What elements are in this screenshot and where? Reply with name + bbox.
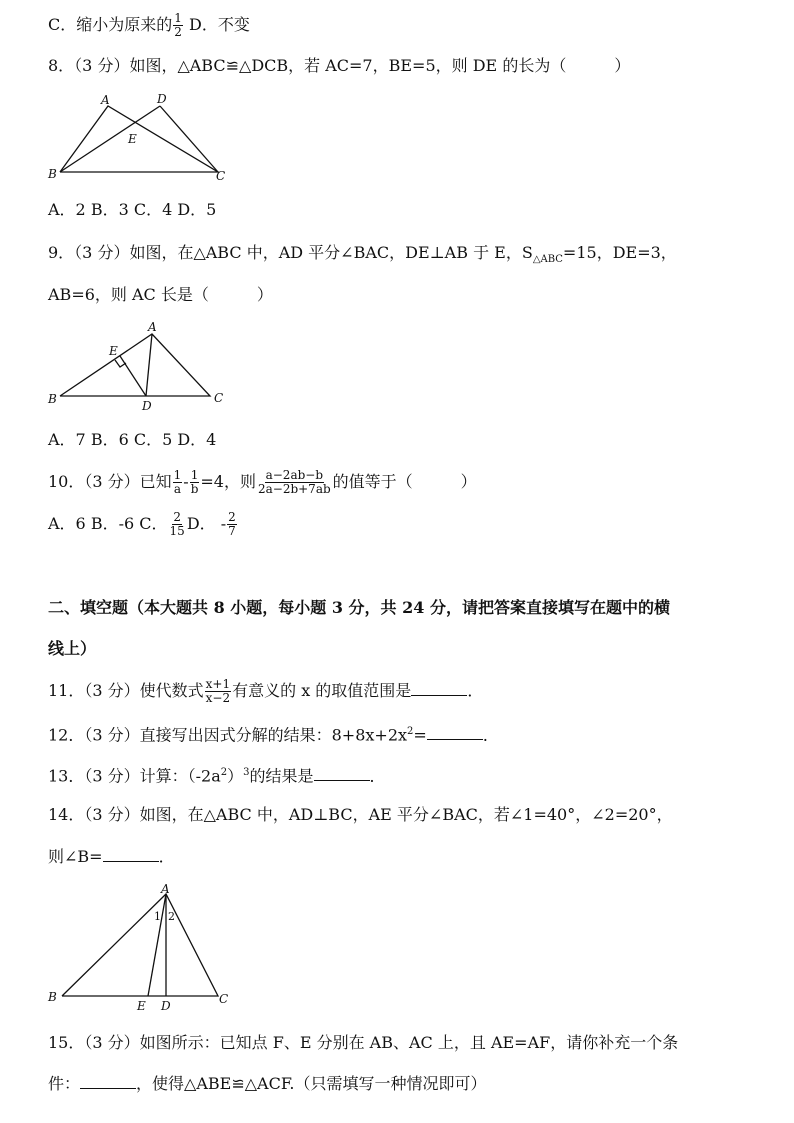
q14-label-c: C [219,992,229,1006]
q8-stem: 8．（3 分）如图，△ABC≌△DCB，若 AC=7，BE=5，则 DE 的长为（ ） [48,56,631,75]
q12-answer-blank[interactable] [427,723,483,740]
q9-label-d: D [142,399,152,413]
q15-stem-line2: 件： ，使得△ABE≌△ACF.（只需填写一种情况即可） [48,1074,487,1093]
q15-answer-blank[interactable] [80,1072,136,1089]
q10-stem: 10．（3 分）已知 $\frac{1}{a}$ - $\frac{1}{b}$ =4，则 $\frac{a-2ab-b}{2a-2b+7ab}$ 的值等于（ ） [48,468,477,496]
q14-stem-line2: 则∠B= ． [48,847,175,866]
q8-label-d: D [157,92,167,106]
q9-stem-line2: AB=6，则 AC 长是（ ） [48,285,273,304]
q9-label-e: E [109,344,118,358]
q8-label-b: B [48,167,57,181]
q7-options [48,12,754,39]
q14-triangle-abc [62,894,218,996]
q14-segment-ae [148,894,166,996]
q9-stem: 9．（3 分）如图，在△ABC 中，AD 平分∠BAC，DE⊥AB 于 E，$S_{\triangle ABC}=15$，DE=3， [48,243,677,266]
q13-stem: 13．（3 分）计算：$(-2a^2)^3$的结果是 ． [48,766,386,786]
q8-segment-bd [60,106,160,172]
q11-stem: 11．（3 分）使代数式 $\frac{x+1}{x-2}$ 有意义的 x 的取值范围是 ． [48,677,484,705]
q14-label-b: B [48,990,57,1004]
q9-label-a: A [148,320,157,334]
q8-label-c: C [216,169,226,183]
q8-options: A．2 B．3 C．4 D．5 [48,200,217,219]
section-2-heading-line2: 线上） [48,639,97,658]
q7-option-c: C．缩小为原来的 [48,15,173,34]
q13-answer-blank[interactable] [314,764,370,781]
q9-label-c: C [214,391,224,405]
q7-option-d: D．不变 [188,15,250,34]
q9-triangle-abc [60,334,210,396]
q9-segment-de [120,356,146,396]
q14-label-d: D [161,999,171,1013]
q14-stem: 14．（3 分）如图，在△ABC 中，AD⊥BC，AE 平分∠BAC，若∠1=40°，∠2=20°， [48,805,673,824]
q14-label-angle-2: 2 [168,910,175,923]
q15-stem: 15．（3 分）如图所示：已知点 F、E 分别在 AB、AC 上，且 AE=AF，请你补充一个条 [48,1033,679,1052]
q10-options: A．6 B．-6 C． $\frac{2}{15}$ D． - $\frac{2}{7}$ [48,510,236,538]
q14-label-a: A [161,882,170,896]
q9-right-angle-mark [115,360,126,367]
q9-segment-ad [146,334,152,396]
q8-label-a: A [101,93,110,107]
q14-label-angle-1: 1 [154,910,161,923]
q9-label-b: B [48,392,57,406]
q12-stem: 12．（3 分）直接写出因式分解的结果：$8+8x+2x^2=$ ． [48,725,499,745]
q8-triangle-abc [60,106,218,172]
q14-answer-blank[interactable] [103,845,159,862]
q14-label-e: E [137,999,146,1013]
q8-segment-dc [160,106,218,172]
q9-options: A．7 B．6 C．5 D．4 [48,430,217,449]
q11-answer-blank[interactable] [411,679,467,696]
section-2-heading: 二、填空题（本大题共 8 小题，每小题 3 分，共 24 分，请把答案直接填写在题中的横 [48,598,670,617]
q7-fraction: $\frac{1}{2}$ [174,11,182,39]
q8-label-e: E [128,132,137,146]
